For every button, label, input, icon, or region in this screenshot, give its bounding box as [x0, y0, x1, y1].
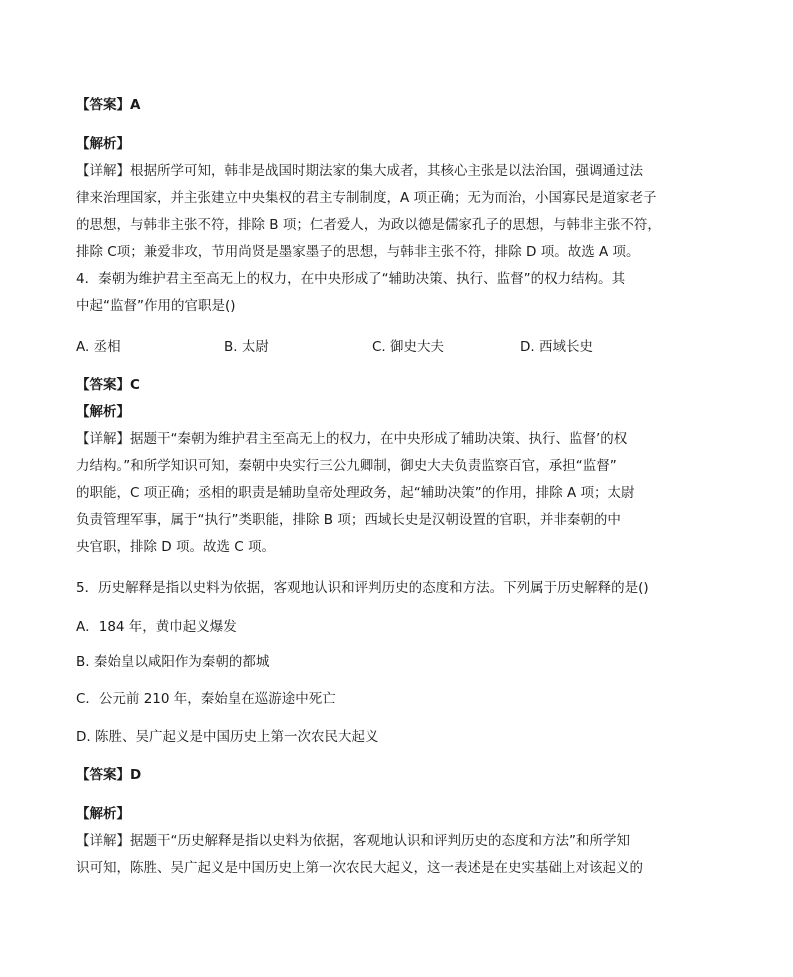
- option-c: C．公元前 210 年，秦始皇在巡游途中死亡: [76, 691, 336, 707]
- detail-line: 【详解】根据所学可知，韩非是战国时期法家的集大成者，其核心主张是以法治国，强调通过法: [76, 163, 643, 179]
- answer-line: 【答案】C: [76, 377, 140, 393]
- q5-option-d-block: [76, 724, 676, 751]
- option-d: D. 陈胜、吴广起义是中国历史上第一次农民大起义: [76, 729, 379, 745]
- answer-line: 【答案】D: [76, 767, 142, 783]
- option-d: D. 西域长史: [520, 339, 593, 355]
- q5-analysis: [76, 801, 676, 882]
- option-a: A．184 年，黄巾起义爆发: [76, 619, 237, 635]
- answer-line: 【答案】A: [76, 97, 141, 113]
- q5-option-b-block: [76, 649, 676, 676]
- detail-line: 【详解】据题干“历史解释是指以史料为依据，客观地认识和评判历史的态度和方法”和所学知: [76, 833, 630, 849]
- detail-line: 力结构。”和所学知识可知，秦朝中央实行三公九卿制，御史大夫负责监察百官，承担“监督”: [76, 458, 617, 474]
- q4-answer-block: [76, 372, 676, 561]
- detail-line: 负责管理军事，属于“执行”类职能，排除 B 项；西域长史是汉朝设置的官职，并非秦朝的中: [76, 512, 621, 528]
- detail-line: 央官职，排除 D 项。故选 C 项。: [76, 539, 275, 555]
- q4-stem: [76, 266, 676, 320]
- analysis-label: 【解析】: [76, 806, 130, 822]
- q5-answer: [76, 762, 676, 789]
- detail-line: 排除 C项；兼爱非攻，节用尚贤是墨家墨子的思想，与韩非主张不符，排除 D 项。故选 A 项。: [76, 244, 640, 260]
- q3-analysis: [76, 131, 676, 266]
- detail-line: 的职能，C 项正确；丞相的职责是辅助皇帝处理政务，起“辅助决策”的作用，排除 A 项；太尉: [76, 485, 635, 501]
- q5-stem: [76, 575, 716, 602]
- stem-line: 中起“监督”作用的官职是(): [76, 298, 236, 314]
- q5-option-c-block: [76, 686, 676, 713]
- option-a: A. 丞相: [76, 339, 121, 355]
- option-c: C. 御史大夫: [372, 339, 445, 355]
- stem-line: 5．历史解释是指以史料为依据，客观地认识和评判历史的态度和方法。下列属于历史解释的是(): [76, 580, 649, 596]
- q4-options: [76, 334, 716, 361]
- q5-option-a-block: [76, 614, 676, 641]
- option-b: B. 秦始皇以咸阳作为秦朝的都城: [76, 654, 270, 670]
- option-b: B. 太尉: [224, 339, 269, 355]
- analysis-label: 【解析】: [76, 136, 130, 152]
- detail-line: 的思想，与韩非主张不符，排除 B 项；仁者爱人，为政以德是儒家孔子的思想，与韩非主张不符，: [76, 217, 661, 233]
- analysis-label: 【解析】: [76, 404, 130, 420]
- q3-answer: [76, 92, 676, 119]
- detail-line: 识可知，陈胜、吴广起义是中国历史上第一次农民大起义，这一表述是在史实基础上对该起义的: [76, 860, 643, 876]
- detail-line: 【详解】据题干“秦朝为维护君主至高无上的权力，在中央形成了辅助决策、执行、监督’的权: [76, 431, 628, 447]
- detail-line: 律来治理国家，并主张建立中央集权的君主专制制度，A 项正确；无为而治，小国寡民是道家老子: [76, 190, 657, 206]
- stem-line: 4．秦朝为维护君主至高无上的权力，在中央形成了“辅助决策、执行、监督”的权力结构。其: [76, 271, 626, 287]
